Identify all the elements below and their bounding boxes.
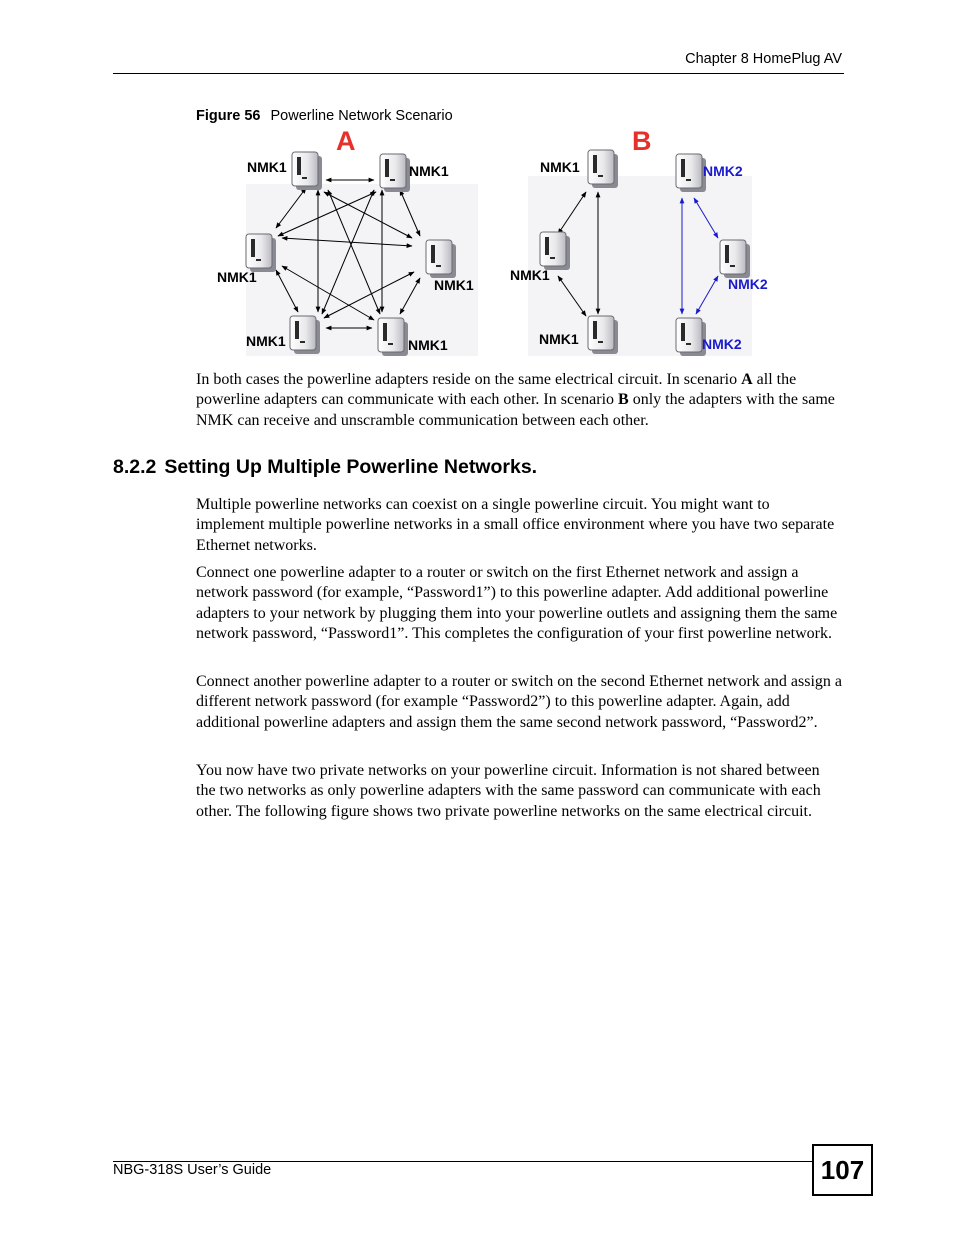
node-label: NMK2 — [703, 163, 743, 179]
intro-text: all the powerline adapters can communicate with each other. In scenario — [196, 371, 797, 409]
section-title: Setting Up Multiple Powerline Networks. — [164, 456, 538, 478]
header-rule — [113, 73, 844, 74]
adapter-icon — [720, 240, 750, 278]
adapter-icon — [676, 154, 706, 192]
node-label: NMK1 — [539, 331, 579, 347]
node-label: NMK1 — [217, 269, 257, 285]
node-label: NMK2 — [702, 336, 742, 352]
adapter-icon — [292, 152, 322, 190]
body-paragraph: You now have two private networks on your powerline circuit. Information is not shared between the two networks as only powerline adapters with the same password can communicate with each other. The following figure shows two private powerline networks on the same electrical circuit. — [196, 762, 821, 820]
adapter-icon — [588, 316, 618, 354]
body-paragraph: Connect one powerline adapter to a router or switch on the first Ethernet network and assign a network password (for example, “Password1”) to this powerline adapter. Add additional powerline adapters to your network by plugging them into your powerline outlets and assigning them the same network password, “Password1”. This completes the configuration of your first powerline network. — [196, 564, 838, 642]
intro-text: In both cases the powerline adapters reside on the same electrical circuit. In scenario — [196, 371, 742, 388]
figure-label: Figure 56 — [196, 108, 261, 124]
scenario-a-letter: A — [336, 126, 356, 156]
figure-caption — [196, 108, 453, 124]
page-number: 107 — [812, 1144, 873, 1196]
adapter-icon — [426, 240, 456, 278]
adapter-icon — [588, 150, 618, 188]
adapter-icon — [290, 316, 320, 354]
intro-text: only the adapters with the same NMK can receive and unscramble communication between each other. — [196, 391, 835, 429]
adapter-icon — [246, 234, 276, 272]
node-label: NMK1 — [246, 333, 286, 349]
adapter-icon — [540, 232, 570, 270]
intro-bold: A — [741, 371, 753, 388]
chapter-header: Chapter 8 HomePlug AV — [685, 51, 842, 67]
node-label: NMK1 — [409, 163, 449, 179]
figure-title: Powerline Network Scenario — [270, 108, 453, 124]
node-label: NMK2 — [728, 276, 768, 292]
body-paragraph: Connect another powerline adapter to a router or switch on the second Ethernet network and assign a different network password (for example “Password2”) to this powerline adapter. Again, add additional powerline adapters and assign them the same second network password, “Password2”. — [196, 673, 843, 731]
body-paragraph: Multiple powerline networks can coexist on a single powerline circuit. You might want to implement multiple powerline networks in a small office environment where you have two separate Ethernet networks. — [196, 496, 835, 554]
node-label: NMK1 — [434, 277, 474, 293]
node-label: NMK1 — [540, 159, 580, 175]
node-label: NMK1 — [408, 337, 448, 353]
intro-paragraph — [196, 370, 842, 431]
intro-bold: B — [618, 391, 629, 409]
powerline-network-diagram — [200, 126, 768, 360]
guide-title: NBG-318S User’s Guide — [113, 1162, 272, 1178]
section-number: 8.2.2 — [113, 456, 157, 478]
node-label: NMK1 — [247, 159, 287, 175]
scenario-b-letter: B — [632, 126, 652, 156]
adapter-icon — [380, 154, 410, 192]
adapter-icon — [378, 318, 408, 356]
section-heading — [113, 456, 537, 479]
node-label: NMK1 — [510, 267, 550, 283]
